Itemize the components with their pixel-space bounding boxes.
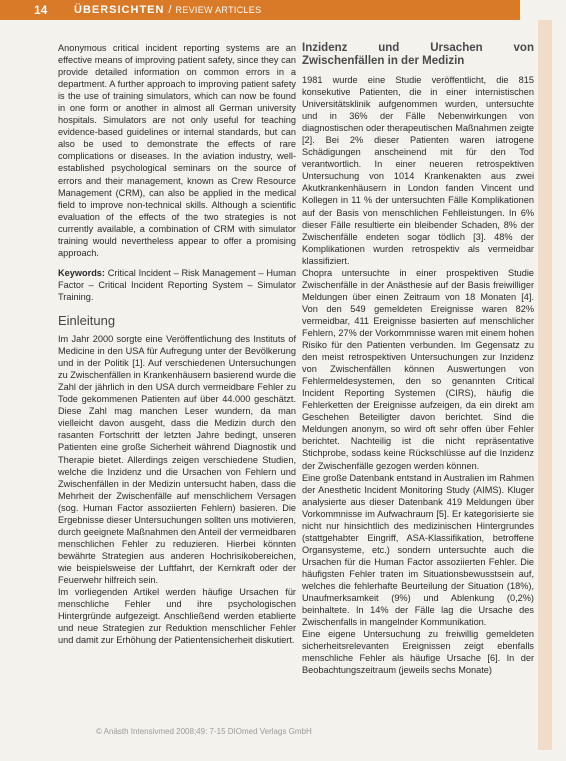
page-number: 14 — [34, 3, 48, 17]
copyright-footer: © Anästh Intensivmed 2008;49: 7-15 DIOmed Verlags GmbH — [96, 727, 312, 736]
left-column — [58, 42, 296, 646]
keywords-label: Keywords: — [58, 267, 105, 278]
keywords-text: Critical Incident – Risk Management – Human Factor – Critical Incident Reporting System – Simulator Training. — [58, 267, 296, 302]
inzidenz-paragraph-2: Chopra untersuchte in einer prospektiven Studie Zwischenfälle in der Anästhesie auf der Basis freiwilliger Meldungen über einen Zeitraum von 18 Monaten [4]. Von den 549 gemeldeten Ereignisse waren 82% vermeidbar, 411 Ereignisse basierten auf menschlicher Fehlern, 27% der Vorkommnisse waren mit einem hohen Risiko für den Patienten verbunden. Im Gegensatz zu den meist retrospektiven Untersuchungen zur Inzidenz von Zwischenfällen können Auswertungen von Fehlermeldesystemen, den so genannten Critical Incident Reporting Systemen (CIRS), häufig die Fehlerketten der Ereignisse aufzeigen, da ein direkt am Geschehen Beteiligter davon berichtet. Sind die Meldungen anonym, so wird oft sehr offen über Fehler berichtet. Nachteilig ist die nicht repräsentative Stichprobe, sodass keine Rückschlüsse auf die Inzidenz der Zwischenfälle gezogen werden können. — [302, 267, 534, 471]
section-heading-inzidenz: Inzidenz und Ursachen von Zwischenfällen in der Medizin — [302, 42, 534, 67]
keywords — [58, 267, 296, 303]
inzidenz-paragraph-4: Eine eigene Untersuchung zu freiwillig gemeldeten sicherheitsrelevanten Ereignissen zeigt ebenfalls menschliche Fehler als häufige Ursache [6]. In der Beobachtungszeitraum (jeweils sechs Monate) — [302, 629, 534, 676]
section-separator: / — [168, 4, 172, 16]
inzidenz-paragraph-3: Eine große Datenbank entstand in Australien im Rahmen der Anesthetic Incident Monitoring Study (AIMS). Kluger analysierte aus dieser Datenbank 419 Meldungen über Vorkommnisse im Aufwachraum [5]. Er kategorisierte sie nicht nur hinsichtlich des medizinischen Hintergrundes (stattgehabter Eingriff, ASA-Klassifikation, betroffene Organsysteme, etc.) sondern untersuchte auch die Ursachen für die Human Factor assoziierten Fehler. Die häufigsten Fehler traten im Situationsbewusstsein auf, welches die fehlerhafte Beurteilung der Situation (18%), Unaufmerksamkeit (9%) und Ablenkung (0,2%) beinhaltete. In 14% der Fälle lag die Ursache des Zwischenfalls in mangelnder Kommunikation. — [302, 472, 534, 628]
einleitung-paragraph-2: Im vorliegenden Artikel werden häufige Ursachen für menschliche Fehler und ihre psychologischen Hintergründe aufgezeigt. Anschließend werden etablierte und neue Strategien zur Reduktion menschlicher Fehler und damit zur Erhöhung der Patientensicherheit diskutiert. — [58, 587, 296, 646]
einleitung-paragraph-1: Im Jahr 2000 sorgte eine Veröffentlichung des Instituts of Medicine in den USA für Aufregung unter der Bevölkerung und in der Politik [1]. Auf verschiedenen Untersuchungen zu Zwischenfällen in Krankenhäusern basierend wurde die Zahl der jährlich in den USA durch vermeidbare Fehler zu Tode gekommenen Patienten auf über 44.000 geschätzt. Diese Zahl mag manchen Leser wundern, da man vielleicht davon ausgeht, dass die Medizin durch den rasanten Fortschritt der letzten Jahre bedingt, unseren Patienten eine große Sicherheit während Diagnostik und Therapie bietet. Allerdings zeigen verschiedene Studien, welche die Inzidenz und die Ursachen von Fehlern und Zwischenfällen in der Medizin untersucht haben, dass die Mehrheit der Zwischenfälle auf menschlichem Versagen (sog. Human Factor assoziierten Fehlern) basieren. Die Ergebnisse dieser Untersuchungen sollten uns motivieren, durch geeignete Maßnahmen den Anteil der vermeidbaren menschlichen Fehler zu reduzieren. Hierbei könnten bewährte Strategien aus anderen Hochrisikobereichen, wie beispielsweise der Luftfahrt, der Kernkraft oder der Feuerwehr hilfreich sein. — [58, 334, 296, 585]
side-color-tab — [538, 20, 552, 750]
section-heading-einleitung: Einleitung — [58, 312, 116, 328]
section-title-en: REVIEW ARTICLES — [175, 5, 262, 15]
abstract-english: Anonymous critical incident reporting systems are an effective means of improving patient safety, since they can provide detailed information on common errors in a department. A further approach to improving patient safety is the use of training simulators, which can now be found in one form or another in almost all German university hospitals. Simulators are not only useful for teaching evidence-based guidelines or internal standards, but can also be used to demonstrate the effects of rare complications or diseases. In the aviation industry, well-established psychological seminars on the source of errors and their management, known as Crew Resource Management (CRM), can also be applied in the medical field to improve non-technical skills. Although a scientific evaluation of the effects of the two strategies is not currently available, a combination of CRM with simulator training would nevertheless appear to offer a promising approach. — [58, 43, 296, 258]
section-title: ÜBERSICHTEN — [74, 4, 165, 16]
right-column — [302, 42, 534, 676]
page-header-bar — [0, 0, 520, 20]
inzidenz-paragraph-1: 1981 wurde eine Studie veröffentlicht, die 815 konsekutive Patienten, die in einer internistischen Universitätsklinik aufgenommen wurden, untersuchte und in 36% der Fälle Nebenwirkungen von diagnostischen oder therapeutischen Maßnahmen zeigte [2]. Bei 2% dieser Patienten waren iatrogene Schädigungen anscheinend mit für den Tod verantwortlich. In einer neueren retrospektiven Untersuchung von 1014 Krankenakten aus zwei Akutkrankenhäusern in London fanden Vincent und Kollegen in 11 % der untersuchten Fälle Komplikationen auf der Basis von menschlichen Fehlleistungen. In 6% dieser Fälle resultierte ein bleibender Schaden, 8% der Zwischenfälle endeten sogar tödlich [3]. 48% der Komplikationen wurden retrospektiv als vermeidbar klassifiziert. — [302, 75, 534, 266]
